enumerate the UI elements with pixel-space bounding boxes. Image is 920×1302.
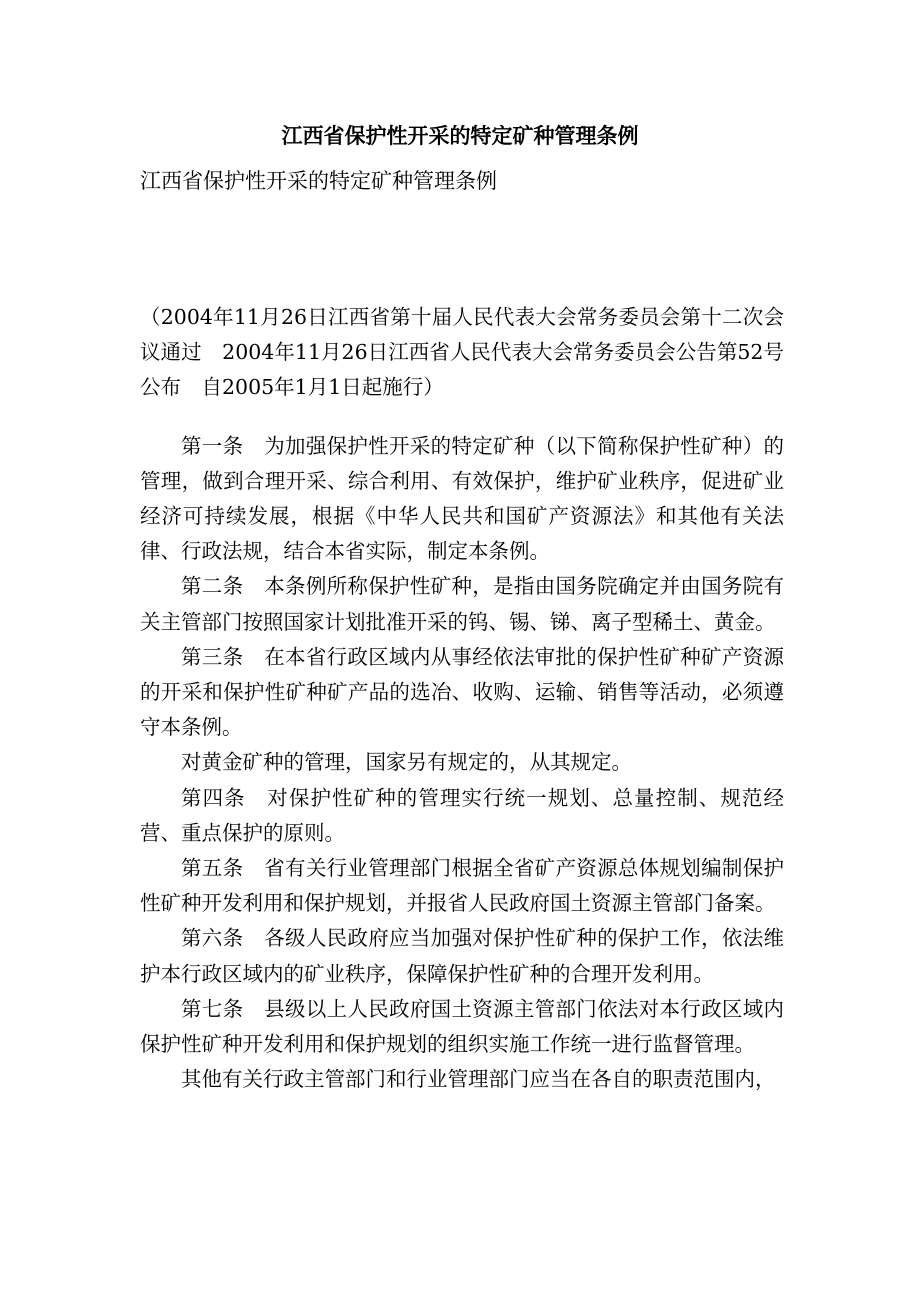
document-body [140,300,784,1097]
document-subtitle: 江西省保护性开采的特定矿种管理条例 [140,169,497,193]
article-6: 第六条 各级人民政府应当加强对保护性矿种的保护工作，依法维护本行政区域内的矿业秩序，保障保护性矿种的合理开发利用。 [140,926,784,986]
article-7-paragraph-2: 其他有关行政主管部门和行业管理部门应当在各自的职责范围内， [181,1067,776,1092]
enactment-note: （2004年11月26日江西省第十届人民代表大会常务委员会第十二次会议通过 2004年11月26日江西省人民代表大会常务委员会公告第52号公布 自2005年1月1日起施行） [140,305,784,400]
article-5: 第五条 省有关行业管理部门根据全省矿产资源总体规划编制保护性矿种开发利用和保护规划，并报省人民政府国土资源主管部门备案。 [140,856,784,916]
document-title: 江西省保护性开采的特定矿种管理条例 [281,124,639,148]
article-2: 第二条 本条例所称保护性矿种，是指由国务院确定并由国务院有关主管部门按照国家计划批准开采的钨、锡、锑、离子型稀土、黄金。 [140,574,784,634]
article-1: 第一条 为加强保护性开采的特定矿种（以下简称保护性矿种）的管理，做到合理开采、综合利用、有效保护，维护矿业秩序，促进矿业经济可持续发展，根据《中华人民共和国矿产资源法》和其他有关法律、行政法规，结合本省实际，制定本条例。 [140,433,784,564]
article-3: 第三条 在本省行政区域内从事经依法审批的保护性矿种矿产资源的开采和保护性矿种矿产品的选冶、收购、运输、销售等活动，必须遵守本条例。 [140,644,784,740]
article-7: 第七条 县级以上人民政府国土资源主管部门依法对本行政区域内保护性矿种开发利用和保护规划的组织实施工作统一进行监督管理。 [140,996,784,1057]
article-3-paragraph-2: 对黄金矿种的管理，国家另有规定的，从其规定。 [181,750,632,775]
article-4: 第四条 对保护性矿种的管理实行统一规划、总量控制、规范经营、重点保护的原则。 [140,785,784,845]
